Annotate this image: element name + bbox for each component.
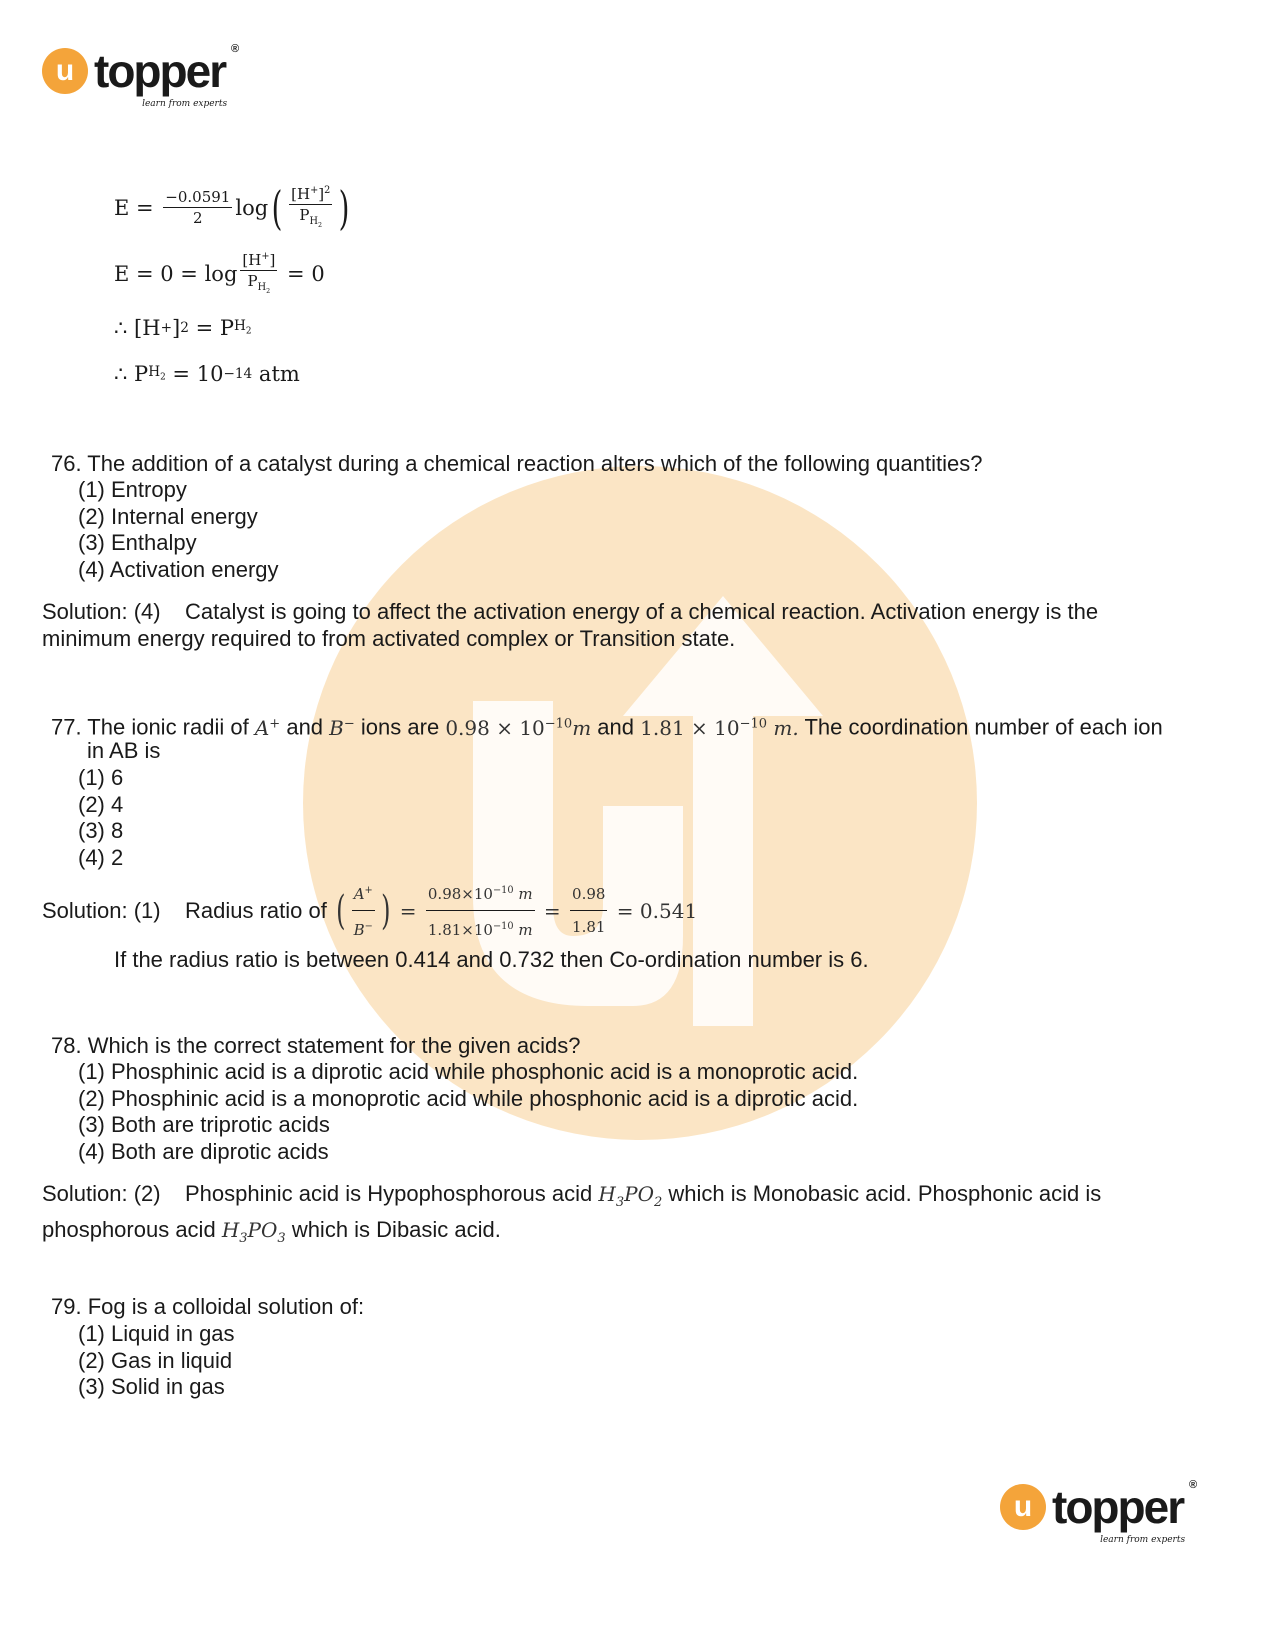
question-79: 79. Fog is a colloidal solution of: bbox=[51, 1294, 365, 1319]
equation-e-zero: E = 0 = log $\frac{[H^+]}{P_{H_2}}$ = 0 bbox=[114, 251, 325, 296]
brand-name: topper ® learn from experts bbox=[1052, 1479, 1198, 1545]
option: (1) 6 bbox=[78, 765, 124, 790]
option: (1) Phosphinic acid is a diprotic acid while phosphonic acid is a monoprotic acid. bbox=[78, 1059, 859, 1084]
equation-nernst: E = $\frac{-0.0591}{2}$ log ( $\frac{[H^+]^2}{P_{H_2}}$ ) bbox=[114, 181, 350, 235]
solution-label: Solution: (4) bbox=[42, 599, 161, 624]
q77-note: If the radius ratio is between 0.414 and 0.732 then Co-ordination number is 6. bbox=[114, 947, 869, 972]
option: (4) 2 bbox=[78, 844, 124, 870]
topper-logo-footer bbox=[1000, 1479, 1198, 1545]
option: (2) Phosphinic acid is a monoprotic acid while phosphonic acid is a diprotic acid. bbox=[78, 1085, 859, 1111]
option: (1) Liquid in gas bbox=[78, 1321, 235, 1346]
option: (1) Entropy bbox=[78, 477, 187, 502]
question-77: 77. The ionic radii of A+ and B− ions are $0.98 \times 10^{-10}m$ and $1.81 \times 10^{-10}$ m. The coordination number of each ion bbox=[51, 714, 1163, 740]
solution-label: Solution: (1) bbox=[42, 897, 161, 923]
option: (2) 4 bbox=[78, 791, 124, 817]
brand-name: topper ® learn from experts bbox=[94, 43, 240, 109]
topper-badge-icon: u bbox=[42, 48, 88, 94]
equation-h-squared: ∴ [H + ] 2 = P $H_2$ bbox=[114, 316, 252, 340]
option: (2) Internal energy bbox=[78, 503, 258, 529]
q77-options bbox=[78, 765, 123, 871]
question-77-line2: in AB is bbox=[87, 738, 161, 763]
question-78: 78. Which is the correct statement for the given acids? bbox=[51, 1033, 581, 1058]
equation-pressure: ∴ P $H_2$ = 10 −14 atm bbox=[114, 362, 300, 386]
q76-options bbox=[78, 477, 279, 583]
q78-solution: Solution: (2) Phosphinic acid is Hypophosphorous acid $H_3PO_2$ which is Monobasic acid. Phosphonic acid is phosphorous acid $H_3PO_3$ which is Dibasic acid. bbox=[42, 1181, 1102, 1246]
option: (3) Both are triprotic acids bbox=[78, 1112, 330, 1138]
option: (3) Enthalpy bbox=[78, 530, 197, 556]
topper-logo-header bbox=[42, 43, 240, 109]
option: (4) Activation energy bbox=[78, 556, 279, 582]
q79-options bbox=[78, 1321, 235, 1401]
solution-label: Solution: (2) bbox=[42, 1181, 161, 1206]
q76-solution: Solution: (4) Catalyst is going to affect the activation energy of a chemical reaction. Activation energy is the minimum energy required to from activated complex or Transition state. bbox=[42, 599, 1099, 651]
option: (3) 8 bbox=[78, 818, 124, 844]
q77-solution: Solution: (1) Radius ratio of ( $\frac{A^+}{B^-}$ ) = $\frac{0.98\times 10^{-10} m}{1.81\times 10^{-10} m}$ = $\frac{0.98}{1.81}$ = 0.541 bbox=[42, 888, 697, 934]
option: (3) Solid in gas bbox=[78, 1374, 225, 1400]
option: (4) Both are diprotic acids bbox=[78, 1138, 329, 1164]
option: (2) Gas in liquid bbox=[78, 1347, 233, 1373]
question-76: 76. The addition of a catalyst during a chemical reaction alters which of the following quantities? bbox=[51, 451, 983, 476]
topper-badge-icon: u bbox=[1000, 1484, 1046, 1530]
q78-options bbox=[78, 1059, 858, 1165]
